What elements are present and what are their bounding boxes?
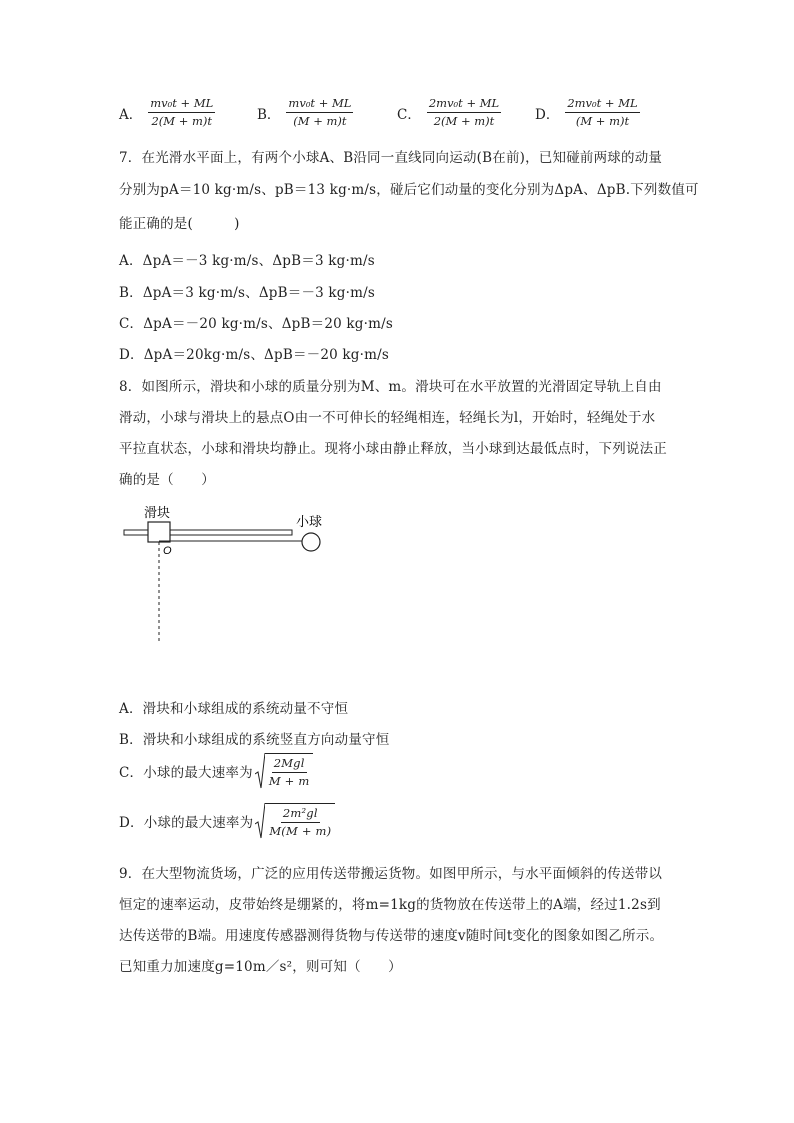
- numerator: mv₀t + ML: [286, 96, 353, 113]
- q8-stem-line-4: 确的是（ ）: [119, 472, 215, 488]
- q8-stem-line-2: 滑动，小球与滑块上的悬点O由一不可伸长的轻绳相连，轻绳长为l，开始时，轻绳处于水: [119, 410, 656, 426]
- option-text: C．小球的最大速率为: [119, 765, 253, 781]
- q8-option-a: A．滑块和小球组成的系统动量不守恒: [119, 701, 349, 717]
- q8-option-c: [119, 752, 313, 790]
- denominator: (M + m)t: [575, 114, 630, 128]
- q7-option-a: A．ΔpA＝－3 kg·m/s、ΔpB＝3 kg·m/s: [119, 253, 375, 269]
- radicand: [265, 803, 335, 839]
- q8-option-b: B．滑块和小球组成的系统竖直方向动量守恒: [119, 732, 390, 748]
- q7-stem-line-1: 7．在光滑水平面上，有两个小球A、B沿同一直线同向运动(B在前)，已知碰前两球的动量: [119, 150, 663, 166]
- square-root: [255, 802, 335, 840]
- q6-options: [119, 96, 679, 136]
- q7-option-d: D．ΔpA＝20kg·m/s、ΔpB＝－20 kg·m/s: [119, 347, 390, 363]
- q6-option-a: [119, 96, 215, 129]
- denominator: M(M + m): [269, 824, 332, 838]
- numerator: 2mv₀t + ML: [427, 96, 501, 113]
- square-root: [255, 752, 314, 790]
- q9-stem-line-1: 9．在大型物流货场，广泛的应用传送带搬运货物。如图甲所示，与水平面倾斜的传送带以: [119, 866, 663, 882]
- pivot-label: O: [163, 545, 172, 557]
- option-text: D．小球的最大速率为: [119, 815, 254, 831]
- radical-sign-icon: [255, 752, 265, 790]
- q9-stem-line-3: 达传送带的B端。用速度传感器测得货物与传送带的速度v随时间t变化的图象如图乙所示。: [119, 928, 664, 944]
- slider-ball-diagram: [118, 504, 358, 654]
- numerator: 2mv₀t + ML: [565, 96, 639, 113]
- q9-stem-line-4: 已知重力加速度g=10m／s²，则可知（ ）: [119, 959, 402, 975]
- q8-stem-line-1: 8．如图所示，滑块和小球的质量分别为M、m。滑块可在水平放置的光滑固定导轨上自由: [119, 379, 662, 395]
- option-label: D．: [535, 106, 560, 123]
- denominator: M + m: [268, 774, 310, 788]
- fraction: [267, 806, 333, 839]
- numerator: 2Mgl: [272, 756, 307, 773]
- q6-option-b: [257, 96, 353, 129]
- option-label: A．: [119, 106, 143, 123]
- radicand: [265, 753, 314, 789]
- q8-stem-line-3: 平拉直状态，小球和滑块均静止。现将小球由静止释放，当小球到达最低点时，下列说法正: [119, 441, 667, 457]
- ball: [302, 533, 320, 551]
- option-label: B．: [257, 106, 281, 123]
- q6-option-d: [535, 96, 640, 129]
- slider-block: [148, 522, 170, 542]
- denominator: 2(M + m)t: [433, 114, 495, 128]
- fraction: [286, 96, 353, 129]
- q7-option-c: C．ΔpA＝－20 kg·m/s、ΔpB＝20 kg·m/s: [119, 316, 394, 332]
- q7-option-b: B．ΔpA＝3 kg·m/s、ΔpB＝－3 kg·m/s: [119, 285, 376, 301]
- denominator: (M + m)t: [293, 114, 347, 128]
- numerator: mv₀t + ML: [148, 96, 215, 113]
- denominator: 2(M + m)t: [151, 114, 213, 128]
- ball-label: 小球: [296, 514, 323, 529]
- q7-stem-line-3: 能正确的是( ): [119, 216, 240, 232]
- option-label: C．: [397, 106, 421, 123]
- q8-option-d: [119, 802, 335, 840]
- fraction: [148, 96, 215, 129]
- q7-stem-line-2: 分别为pA＝10 kg·m/s、pB＝13 kg·m/s，碰后它们动量的变化分别为ΔpA、ΔpB.下列数值可: [119, 182, 699, 198]
- fraction: [427, 96, 501, 129]
- fraction: [565, 96, 639, 129]
- slider-label: 滑块: [144, 505, 171, 520]
- fraction: [267, 756, 312, 789]
- numerator: 2m²gl: [281, 806, 320, 823]
- radical-sign-icon: [255, 802, 265, 840]
- q9-stem-line-2: 恒定的速率运动，皮带始终是绷紧的，将m=1kg的货物放在传送带上的A端，经过1.2s到: [119, 897, 661, 913]
- q6-option-c: [397, 96, 501, 129]
